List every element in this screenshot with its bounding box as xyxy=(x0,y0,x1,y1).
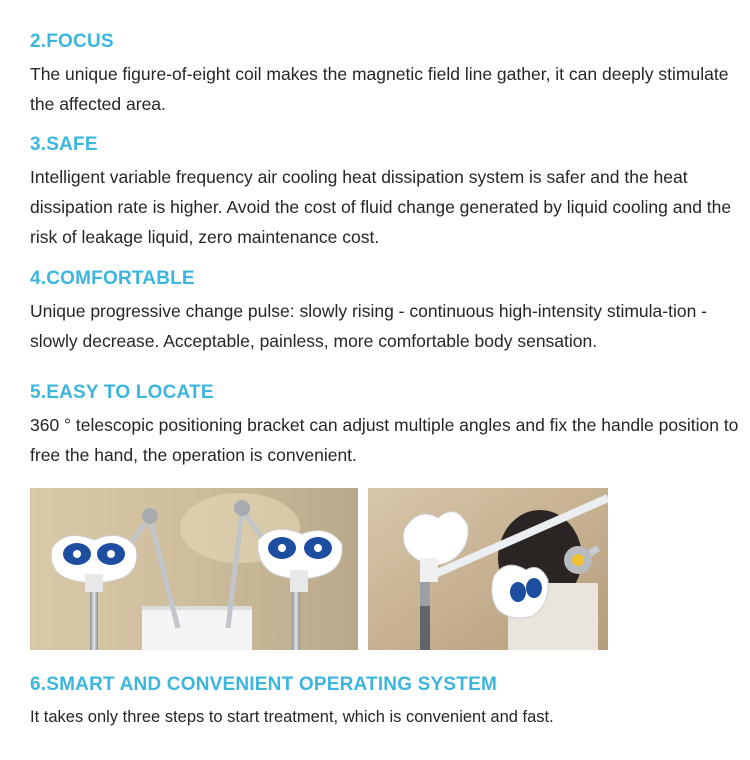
section-body-safe: Intelligent variable frequency air cooling heat dissipation system is safer and the heat dissipation rate is higher. Avoid the cost of fluid change generated by liquid cooling and the risk of leakage liquid, zero maintenance cost. xyxy=(30,167,732,247)
product-photo-patient xyxy=(368,488,608,650)
section-heading-comfortable: 4.COMFORTABLE xyxy=(30,268,195,289)
section-body-comfortable: Unique progressive change pulse: slowly rising - continuous high-intensity stimula-tion - slowly decrease. Acceptable, painless, more comfortable body sensation. xyxy=(30,301,707,351)
section-heading-smart-operating-system: 6.SMART AND CONVENIENT OPERATING SYSTEM xyxy=(30,674,498,695)
section-body-easy-to-locate: 360 ° telescopic positioning bracket can adjust multiple angles and fix the handle position to free the hand, the operation is convenient. xyxy=(30,415,739,465)
section-heading-easy-to-locate: 5.EASY TO LOCATE xyxy=(30,382,214,403)
section-heading-safe: 3.SAFE xyxy=(30,134,98,155)
section-body-smart-operating-system: It takes only three steps to start treatment, which is convenient and fast. xyxy=(30,708,554,726)
section-body-focus: The unique figure-of-eight coil makes the magnetic field line gather, it can deeply stimulate the affected area. xyxy=(30,64,729,114)
product-photo-devices xyxy=(30,488,358,650)
section-heading-focus: 2.FOCUS xyxy=(30,31,114,52)
